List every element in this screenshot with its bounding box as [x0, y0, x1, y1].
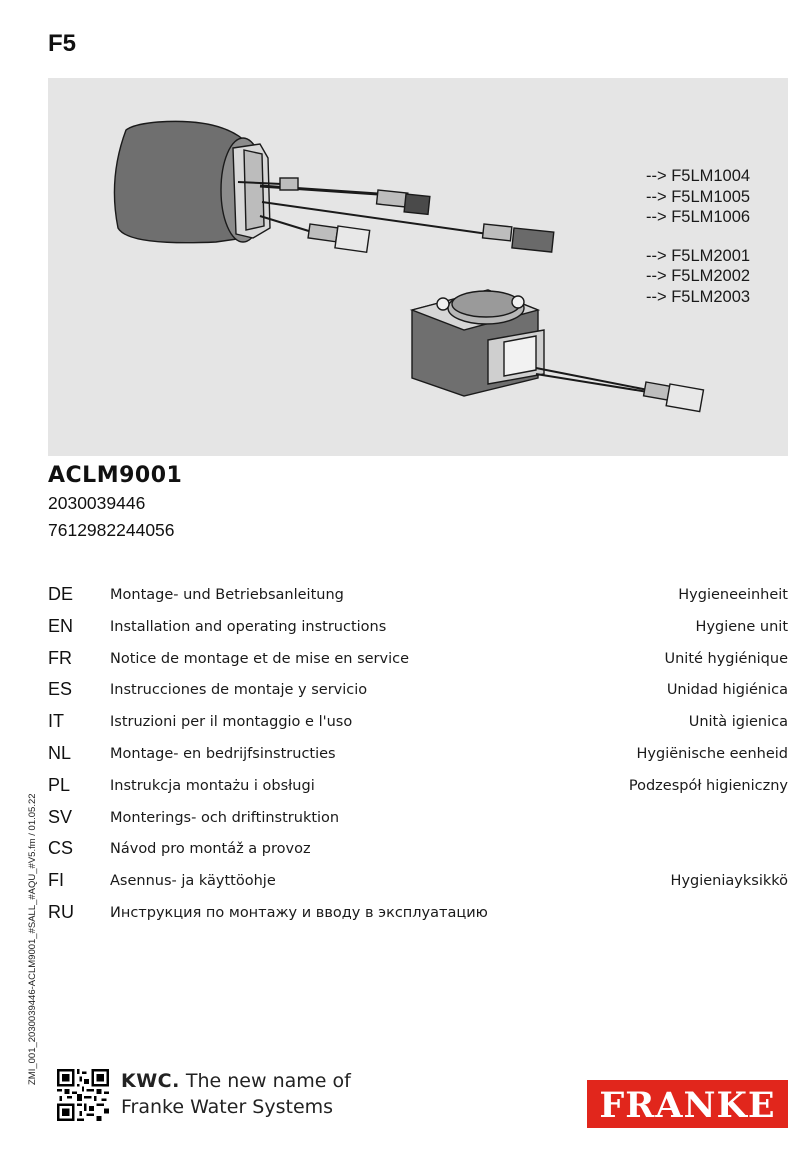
- product-name: Unidad higiénica: [666, 682, 788, 699]
- manual-title: Notice de montage et de mise en service: [110, 650, 410, 667]
- language-code: FI: [48, 870, 64, 891]
- kwc-tagline: [121, 1070, 351, 1092]
- manual-title: Návod pro montáž a provoz: [110, 841, 311, 858]
- product-name: Podzespół higieniczny: [628, 777, 788, 794]
- variant-item: --> F5LM2003: [646, 287, 751, 306]
- manual-title: Инструкция по монтажу и вводу в эксплуатацию: [110, 904, 488, 921]
- language-code: IT: [48, 711, 64, 732]
- language-row: [48, 807, 788, 839]
- franke-logo: [587, 1080, 788, 1128]
- language-code: FR: [48, 647, 72, 668]
- manual-title: Instrucciones de montaje y servicio: [110, 682, 368, 699]
- product-name: Unité hygiénique: [664, 650, 788, 667]
- language-row: [48, 743, 788, 775]
- language-code: EN: [48, 615, 74, 636]
- kwc-tagline-text: The new name of: [185, 1070, 351, 1092]
- kwc-logo: KWC.: [121, 1070, 180, 1092]
- manual-title: Monterings- och driftinstruktion: [110, 809, 340, 826]
- language-code: PL: [48, 774, 71, 795]
- product-name: Hygieniayksikkö: [670, 873, 788, 890]
- manual-title: Installation and operating instructions: [110, 618, 387, 635]
- language-code: CS: [48, 838, 74, 859]
- language-row: [48, 648, 788, 680]
- article-name: ACLM9001: [48, 463, 183, 488]
- product-illustration: [48, 78, 788, 456]
- variant-item: --> F5LM2001: [646, 246, 751, 265]
- language-row: [48, 584, 788, 616]
- ean-code: 7612982244056: [48, 520, 175, 540]
- variant-list: [646, 166, 750, 307]
- product-name: Unità igienica: [688, 714, 788, 731]
- manual-title: Montage- en bedrijfsinstructies: [110, 745, 336, 762]
- language-code: SV: [48, 806, 73, 827]
- series-title: F5: [48, 30, 77, 57]
- manual-title: Montage- und Betriebsanleitung: [110, 587, 344, 603]
- franke-logo-text: FRANKE: [599, 1085, 776, 1126]
- variant-item: --> F5LM1005: [646, 187, 751, 206]
- variant-item: --> F5LM1006: [646, 208, 751, 226]
- language-list: [48, 584, 788, 934]
- manual-title: Istruzioni per il montaggio e l'uso: [110, 714, 353, 731]
- article-number: 2030039446: [48, 493, 146, 513]
- language-row: [48, 902, 788, 934]
- product-name: Hygiene unit: [695, 618, 788, 635]
- language-row: [48, 679, 788, 711]
- language-code: RU: [48, 901, 74, 922]
- variant-item: --> F5LM2002: [646, 267, 751, 285]
- manual-title: Instrukcja montażu i obsługi: [110, 777, 315, 794]
- language-row: [48, 775, 788, 807]
- product-name: Hygiënische eenheid: [636, 745, 788, 762]
- product-name: Hygieneeinheit: [678, 587, 788, 603]
- variant-item: --> F5LM1004: [646, 167, 751, 185]
- language-code: DE: [48, 584, 74, 604]
- kwc-tagline-2: Franke Water Systems: [121, 1096, 334, 1118]
- language-row: [48, 838, 788, 870]
- document-reference: ZMI_001_2030039446-ACLM9001_#SALL_#AQU_#V5.fm / 01.05.22: [27, 793, 38, 1085]
- manual-title: Asennus- ja käyttöohje: [110, 873, 276, 890]
- language-code: NL: [48, 742, 72, 763]
- language-code: ES: [48, 679, 73, 700]
- language-row: [48, 616, 788, 648]
- language-row: [48, 870, 788, 902]
- language-row: [48, 711, 788, 743]
- qr-code-icon[interactable]: [57, 1069, 109, 1121]
